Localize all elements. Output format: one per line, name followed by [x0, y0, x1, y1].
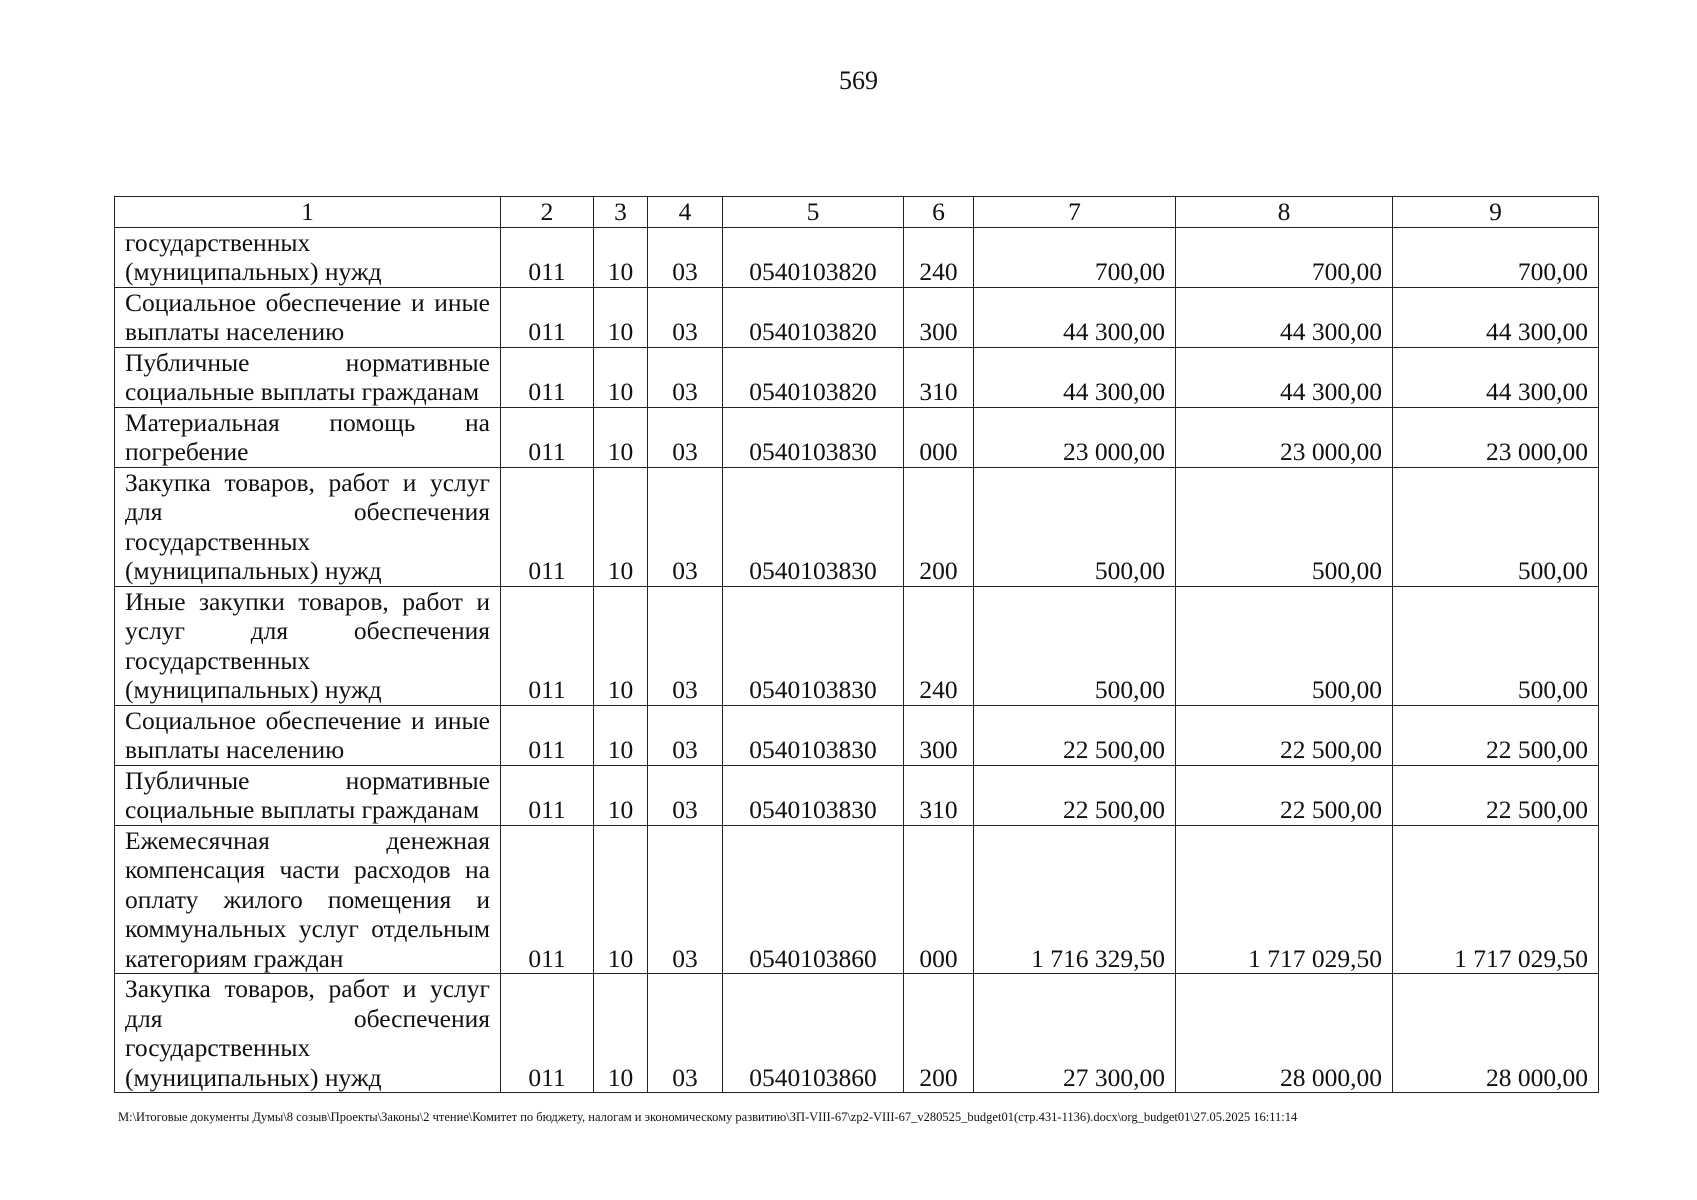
ministry-code-cell: 011: [501, 586, 594, 705]
amount-col8-cell: 44 300,00: [1176, 287, 1393, 347]
amount-col9-cell: 500,00: [1393, 467, 1599, 586]
amount-col8-cell: 500,00: [1176, 586, 1393, 705]
target-article-cell: 0540103830: [723, 407, 904, 467]
amount-col8-cell: 22 500,00: [1176, 705, 1393, 765]
expense-name-cell: Социальное обеспечение и иные выплаты населению: [115, 705, 501, 765]
budget-table: [114, 196, 1599, 1093]
subsection-code-cell: 03: [648, 467, 723, 586]
table-header-row: [115, 197, 1599, 228]
section-code-cell: 10: [594, 974, 648, 1093]
expense-name-cell: Публичные нормативные социальные выплаты гражданам: [115, 347, 501, 407]
section-code-cell: 10: [594, 765, 648, 825]
expense-type-cell: 240: [904, 227, 974, 287]
page-number: 569: [839, 66, 878, 95]
expense-name-cell: Иные закупки товаров, работ и услуг для обеспечения государственных (муниципальных) нужд: [115, 586, 501, 705]
table-row: [115, 407, 1599, 467]
column-header: 5: [723, 197, 904, 228]
table-row: [115, 765, 1599, 825]
subsection-code-cell: 03: [648, 586, 723, 705]
amount-col7-cell: 1 716 329,50: [974, 825, 1176, 974]
expense-name-cell: Закупка товаров, работ и услуг для обеспечения государственных (муниципальных) нужд: [115, 974, 501, 1093]
subsection-code-cell: 03: [648, 407, 723, 467]
section-code-cell: 10: [594, 407, 648, 467]
amount-col9-cell: 1 717 029,50: [1393, 825, 1599, 974]
amount-col9-cell: 22 500,00: [1393, 765, 1599, 825]
section-code-cell: 10: [594, 586, 648, 705]
expense-name-cell: Публичные нормативные социальные выплаты гражданам: [115, 765, 501, 825]
amount-col9-cell: 28 000,00: [1393, 974, 1599, 1093]
amount-col9-cell: 22 500,00: [1393, 705, 1599, 765]
amount-col7-cell: 500,00: [974, 586, 1176, 705]
expense-name-cell: Ежемесячная денежная компенсация части расходов на оплату жилого помещения и коммунальных услуг отдельным категориям граждан: [115, 825, 501, 974]
column-header: 7: [974, 197, 1176, 228]
subsection-code-cell: 03: [648, 227, 723, 287]
footer-file-path: М:\Итоговые документы Думы\8 созыв\Проекты\Законы\2 чтение\Комитет по бюджету, налогам и экономическому развитию\ЗП-VIII-67\zp2-VIII-67_v280525_budget01(стр.431-1136).docx\org_budget01\27.05.2025 16:11:14: [118, 1110, 1298, 1124]
expense-type-cell: 000: [904, 407, 974, 467]
expense-name-cell: Закупка товаров, работ и услуг для обеспечения государственных (муниципальных) нужд: [115, 467, 501, 586]
subsection-code-cell: 03: [648, 347, 723, 407]
table-row: [115, 287, 1599, 347]
ministry-code-cell: 011: [501, 467, 594, 586]
ministry-code-cell: 011: [501, 227, 594, 287]
target-article-cell: 0540103860: [723, 974, 904, 1093]
column-header: 6: [904, 197, 974, 228]
expense-type-cell: 200: [904, 974, 974, 1093]
amount-col8-cell: 500,00: [1176, 467, 1393, 586]
amount-col9-cell: 700,00: [1393, 227, 1599, 287]
amount-col7-cell: 44 300,00: [974, 287, 1176, 347]
amount-col9-cell: 23 000,00: [1393, 407, 1599, 467]
ministry-code-cell: 011: [501, 287, 594, 347]
table-row: [115, 347, 1599, 407]
section-code-cell: 10: [594, 825, 648, 974]
amount-col7-cell: 22 500,00: [974, 705, 1176, 765]
expense-name-cell: Материальная помощь на погребение: [115, 407, 501, 467]
column-header: 9: [1393, 197, 1599, 228]
ministry-code-cell: 011: [501, 705, 594, 765]
table-row: [115, 705, 1599, 765]
target-article-cell: 0540103830: [723, 705, 904, 765]
amount-col7-cell: 23 000,00: [974, 407, 1176, 467]
subsection-code-cell: 03: [648, 287, 723, 347]
table-row: [115, 227, 1599, 287]
expense-type-cell: 300: [904, 705, 974, 765]
amount-col8-cell: 44 300,00: [1176, 347, 1393, 407]
target-article-cell: 0540103830: [723, 586, 904, 705]
subsection-code-cell: 03: [648, 765, 723, 825]
column-header: 1: [115, 197, 501, 228]
expense-type-cell: 300: [904, 287, 974, 347]
subsection-code-cell: 03: [648, 825, 723, 974]
column-header: 4: [648, 197, 723, 228]
amount-col8-cell: 22 500,00: [1176, 765, 1393, 825]
amount-col8-cell: 700,00: [1176, 227, 1393, 287]
amount-col9-cell: 44 300,00: [1393, 287, 1599, 347]
section-code-cell: 10: [594, 467, 648, 586]
column-header: 8: [1176, 197, 1393, 228]
section-code-cell: 10: [594, 705, 648, 765]
amount-col9-cell: 500,00: [1393, 586, 1599, 705]
section-code-cell: 10: [594, 347, 648, 407]
expense-type-cell: 310: [904, 765, 974, 825]
ministry-code-cell: 011: [501, 825, 594, 974]
expense-name-cell: Социальное обеспечение и иные выплаты населению: [115, 287, 501, 347]
table-row: [115, 974, 1599, 1093]
target-article-cell: 0540103860: [723, 825, 904, 974]
expense-type-cell: 000: [904, 825, 974, 974]
subsection-code-cell: 03: [648, 705, 723, 765]
ministry-code-cell: 011: [501, 974, 594, 1093]
column-header: 3: [594, 197, 648, 228]
amount-col9-cell: 44 300,00: [1393, 347, 1599, 407]
target-article-cell: 0540103820: [723, 227, 904, 287]
expense-type-cell: 310: [904, 347, 974, 407]
amount-col8-cell: 23 000,00: [1176, 407, 1393, 467]
target-article-cell: 0540103830: [723, 467, 904, 586]
expense-type-cell: 240: [904, 586, 974, 705]
table-row: [115, 586, 1599, 705]
expense-name-cell: государственных (муниципальных) нужд: [115, 227, 501, 287]
amount-col7-cell: 22 500,00: [974, 765, 1176, 825]
amount-col7-cell: 500,00: [974, 467, 1176, 586]
section-code-cell: 10: [594, 287, 648, 347]
amount-col7-cell: 27 300,00: [974, 974, 1176, 1093]
expense-type-cell: 200: [904, 467, 974, 586]
table-row: [115, 467, 1599, 586]
amount-col8-cell: 28 000,00: [1176, 974, 1393, 1093]
amount-col7-cell: 700,00: [974, 227, 1176, 287]
table-row: [115, 825, 1599, 974]
ministry-code-cell: 011: [501, 347, 594, 407]
target-article-cell: 0540103820: [723, 287, 904, 347]
ministry-code-cell: 011: [501, 407, 594, 467]
amount-col8-cell: 1 717 029,50: [1176, 825, 1393, 974]
ministry-code-cell: 011: [501, 765, 594, 825]
column-header: 2: [501, 197, 594, 228]
section-code-cell: 10: [594, 227, 648, 287]
amount-col7-cell: 44 300,00: [974, 347, 1176, 407]
target-article-cell: 0540103820: [723, 347, 904, 407]
target-article-cell: 0540103830: [723, 765, 904, 825]
subsection-code-cell: 03: [648, 974, 723, 1093]
